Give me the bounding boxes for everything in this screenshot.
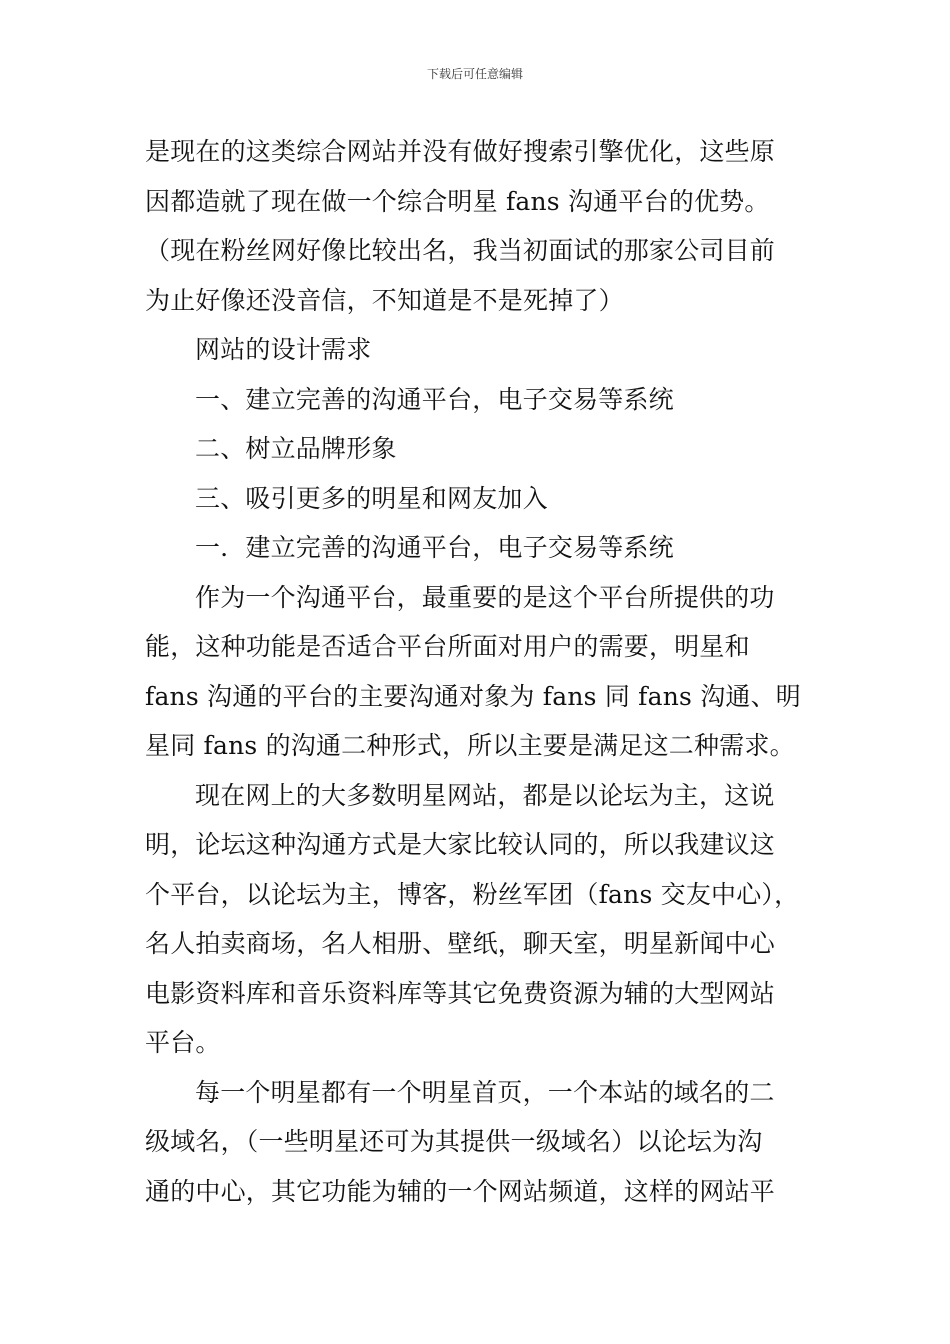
text-line: 一．建立完善的沟通平台，电子交易等系统 bbox=[195, 533, 674, 562]
page-header: 下载后可任意编辑 bbox=[426, 67, 523, 81]
text-line: 名人拍卖商场，名人相册、壁纸，聊天室，明星新闻中心 bbox=[145, 929, 776, 958]
text-line: 为止好像还没音信，不知道是不是死掉了） bbox=[145, 285, 624, 315]
text-line: 一、建立完善的沟通平台，电子交易等系统 bbox=[195, 384, 674, 414]
document-body bbox=[145, 127, 815, 1216]
text-line: 通的中心，其它功能为辅的一个网站频道，这样的网站平 bbox=[145, 1176, 776, 1206]
text-line: 明，论坛这种沟通方式是大家比较认同的，所以我建议这 bbox=[145, 830, 776, 859]
text-line: fans 沟通的平台的主要沟通对象为 fans 同 fans 沟通、明 bbox=[145, 681, 802, 711]
text-line: 级域名，（一些明星还可为其提供一级域名）以论坛为沟 bbox=[145, 1127, 763, 1156]
text-line: 星同 fans 的沟通二种形式，所以主要是满足这二种需求。 bbox=[145, 731, 795, 760]
text-line: 平台。 bbox=[145, 1028, 221, 1057]
text-line: 现在网上的大多数明星网站，都是以论坛为主，这说 bbox=[195, 780, 775, 810]
text-line: 作为一个沟通平台，最重要的是这个平台所提供的功 bbox=[195, 582, 775, 612]
text-line: （现在粉丝网好像比较出名，我当初面试的那家公司目前 bbox=[145, 236, 776, 265]
text-line: 电影资料库和音乐资料库等其它免费资源为辅的大型网站 bbox=[145, 978, 776, 1008]
text-line: 个平台，以论坛为主，博客，粉丝军团（fans 交友中心）， bbox=[145, 879, 800, 909]
text-line: 每一个明星都有一个明星首页，一个本站的域名的二 bbox=[195, 1077, 775, 1107]
text-line: 是现在的这类综合网站并没有做好搜索引擎优化，这些原 bbox=[145, 137, 776, 166]
text-line: 能，这种功能是否适合平台所面对用户的需要，明星和 bbox=[145, 632, 750, 661]
text-line: 网站的设计需求 bbox=[195, 335, 372, 364]
text-line: 二、树立品牌形象 bbox=[195, 434, 397, 463]
text-line: 三、吸引更多的明星和网友加入 bbox=[195, 483, 548, 513]
text-line: 因都造就了现在做一个综合明星 fans 沟通平台的优势。 bbox=[145, 186, 770, 216]
